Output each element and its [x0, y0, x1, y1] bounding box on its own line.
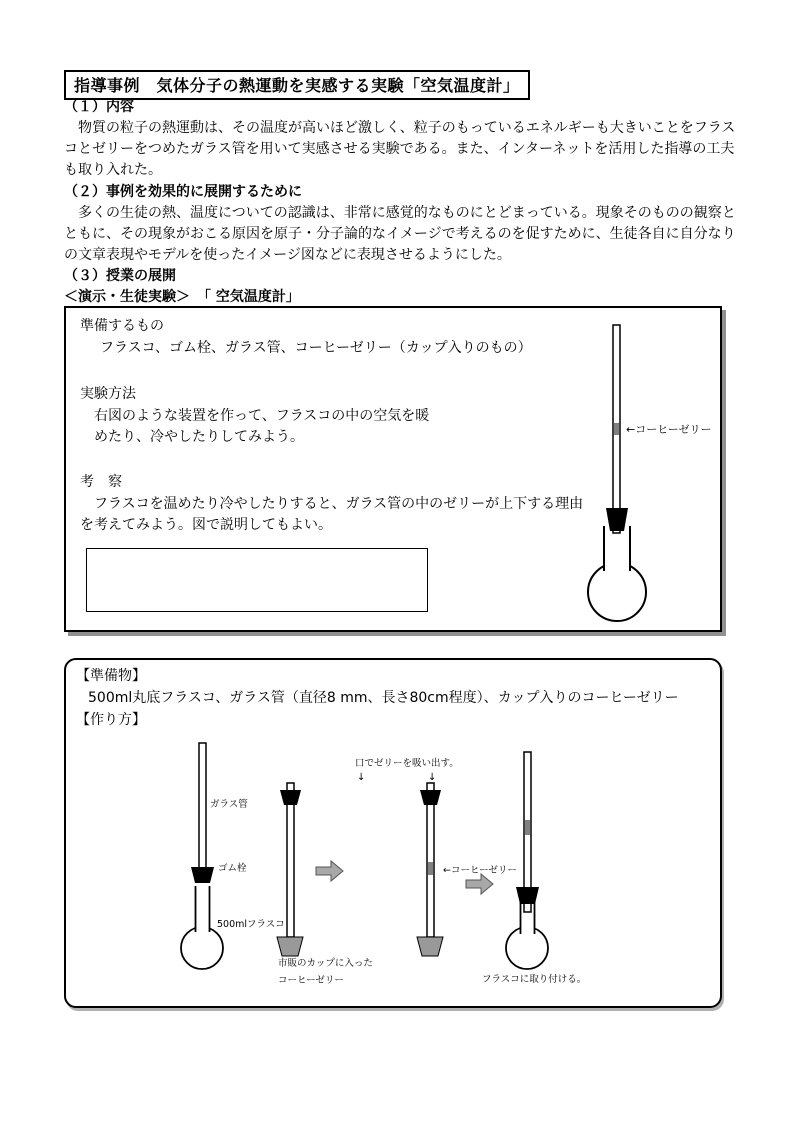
stage2-rubber-stopper [280, 790, 301, 805]
step-arrow-2-icon [466, 874, 493, 894]
stage1-parts [181, 743, 285, 969]
stage4-rubber-stopper [516, 887, 539, 904]
cup-label-line2: コーヒーゼリー [278, 975, 344, 986]
stage3-jelly-pointer-label: ←コーヒーゼリー [443, 865, 517, 876]
stage1-glass-tube [199, 743, 206, 882]
rubber-stopper-label: ゴム栓 [218, 863, 247, 874]
method-heading: 実験方法 [80, 386, 136, 402]
section3-subheading: ＜演示・生徒実験＞ 「 空気温度計」 [64, 289, 300, 305]
stage3-jelly-cup [417, 937, 443, 956]
section3-heading: （３）授業の展開 [64, 268, 176, 284]
prepare-items: フラスコ、ゴム栓、ガラス管、コーヒーゼリー（カップ入りのもの） [100, 340, 532, 356]
glass-tube-label: ガラス管 [210, 799, 248, 810]
preparation-heading: 【準備物】 [76, 668, 146, 684]
stage3-suck-jelly [355, 757, 517, 956]
answer-writing-box [86, 548, 428, 612]
section2-body: 多くの生徒の熱、温度についての認識は、非常に感覚的なものにとどまっている。現象そのものの観察とともに、その現象がおこる原因を原子・分子論的なイメージで考えるのを促すために、生徒各自に自分なりの文章表現やモデルを使ったイメージ図などに表現させるようにした。 [64, 205, 736, 263]
jelly-pointer-label: ←コーヒーゼリー [626, 423, 712, 436]
section2-heading: （２）事例を効果的に展開するために [64, 184, 302, 200]
flask-500ml-label: 500mlフラスコ [217, 919, 285, 930]
coffee-jelly-plug [614, 423, 619, 435]
assembly-steps-diagram [66, 736, 720, 1004]
section1-body: 物質の粒子の熱運動は、その温度が高いほど激しく、粒子のもっているエネルギーも大きいことをフラスコとゼリーをつめたガラス管を用いて実感させる実験である。また、インターネットを活用した指導の工夫も取り入れた。 [64, 120, 736, 178]
stage2-tube-in-cup [277, 783, 373, 986]
down-arrow-left-icon: ↓ [357, 772, 366, 783]
attach-label: フラスコに取り付ける。 [482, 974, 587, 985]
step-arrow-1-icon [316, 861, 343, 881]
discussion-body: フラスコを温めたり冷やしたりすると、ガラス管の中のゼリーが上下する理由を考えてみよう。図で説明してもよい。 [80, 496, 584, 533]
method-body: 右図のような装置を作って、フラスコの中の空気を暖めたり、冷やしたりしてみよう。 [94, 408, 430, 445]
preparation-box [64, 658, 722, 1008]
stage1-flask-bulb [181, 927, 223, 969]
stage3-glass-tube [427, 783, 434, 937]
stage2-glass-tube [287, 783, 294, 937]
down-arrow-right-icon: ↓ [428, 772, 437, 783]
stage4-jelly-plug [525, 820, 530, 835]
section1-heading: （１）内容 [64, 99, 134, 115]
stage1-flask-neck-fill [196, 886, 209, 932]
experiment-worksheet-box [64, 306, 722, 632]
stage1-rubber-stopper [191, 867, 214, 883]
discussion-heading: 考 察 [80, 474, 122, 490]
stage3-rubber-stopper [420, 790, 441, 805]
stage2-jelly-cup [277, 937, 303, 956]
suck-out-label: 口でゼリーを吸い出す。 [355, 758, 459, 769]
cup-label-line1: 市販のカップに入った [278, 958, 373, 969]
steps-heading: 【作り方】 [76, 712, 146, 728]
document-title-box [64, 70, 530, 100]
apparatus-diagram [571, 316, 721, 628]
preparation-materials: 500ml丸底フラスコ、ガラス管（直径8 mm、長さ80cm程度）、カップ入りのコーヒーゼリー [88, 690, 679, 706]
document-title: 指導事例 気体分子の熱運動を実感する実験「空気温度計」 [74, 76, 520, 95]
prepare-heading: 準備するもの [80, 318, 164, 334]
stage3-jelly-plug [428, 862, 433, 875]
